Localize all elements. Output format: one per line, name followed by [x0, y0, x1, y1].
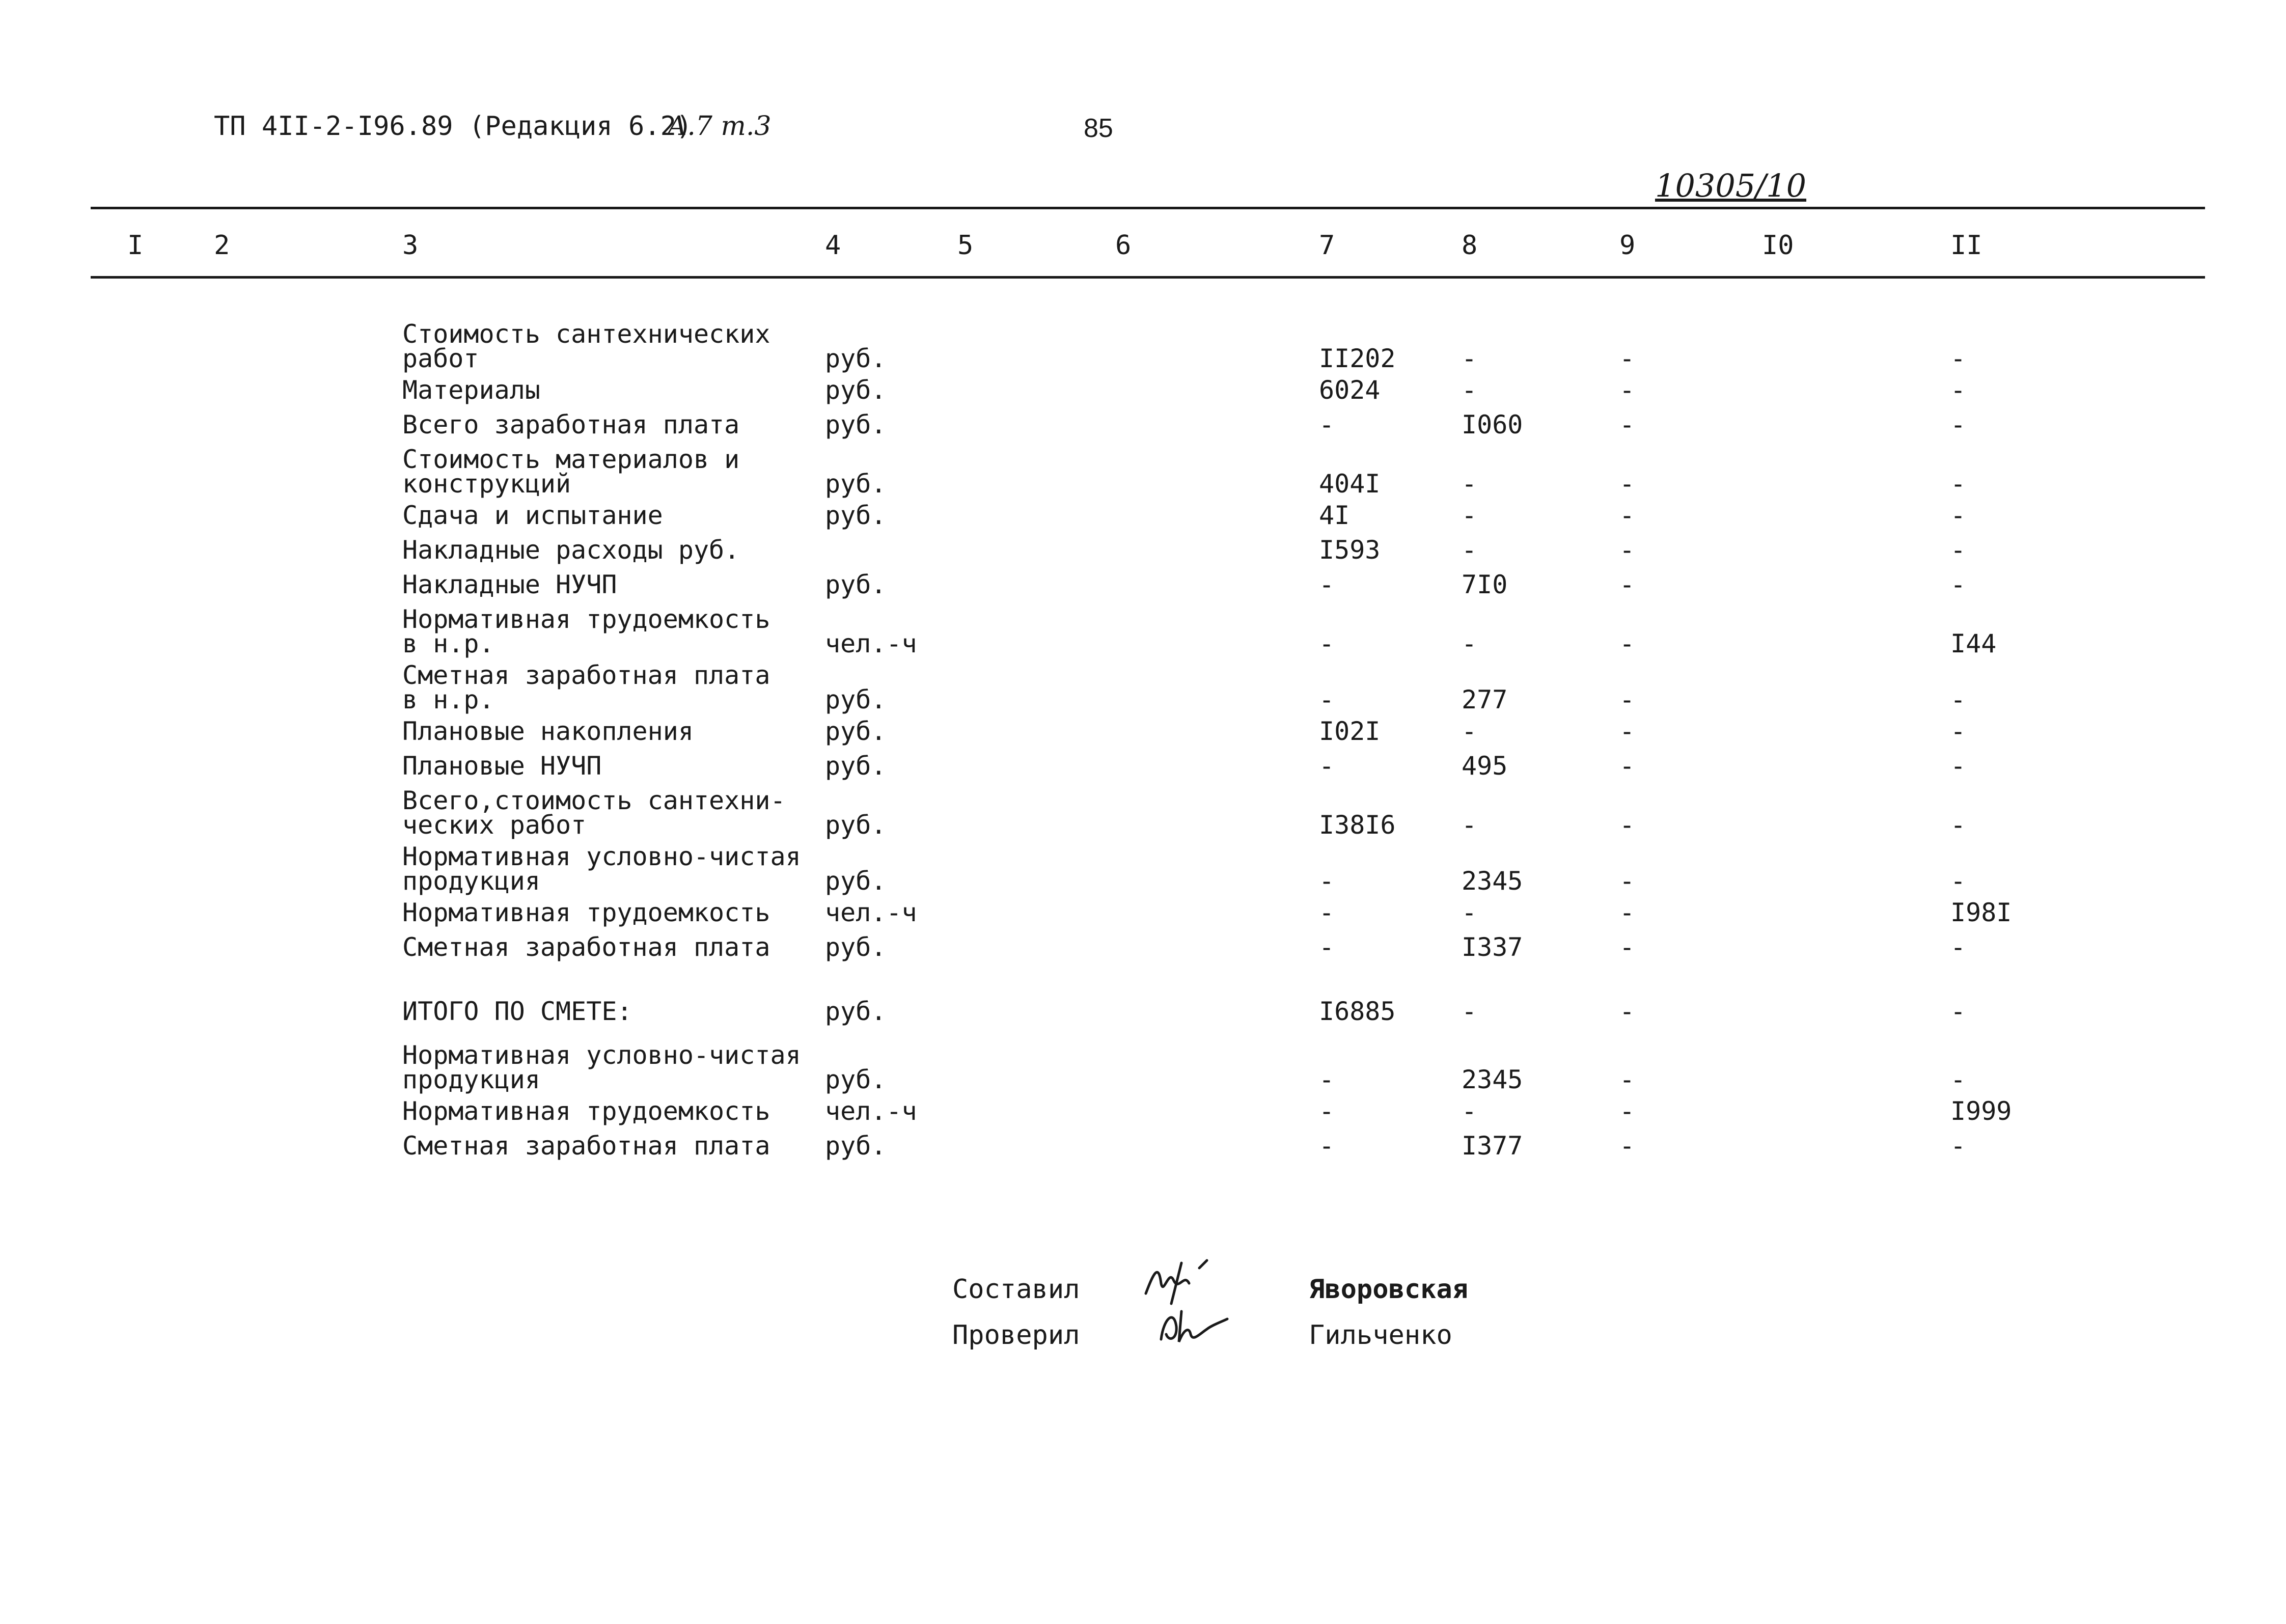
row-unit: руб. [825, 751, 887, 781]
row-col11-value: - [1950, 344, 1966, 373]
row-unit: руб. [825, 1065, 887, 1094]
row-col8-value: 7I0 [1462, 570, 1508, 599]
row-col8-value: - [1462, 501, 1477, 530]
compiled-label: Составил [952, 1274, 1080, 1305]
row-unit: руб. [825, 866, 887, 896]
row-col7-value: 6024 [1319, 375, 1381, 405]
row-description: Накладные расходы руб. [402, 535, 740, 565]
row-col8-value: I337 [1462, 932, 1523, 962]
album-reference: А.7 т.3 [667, 111, 772, 142]
row-col9-value: - [1619, 997, 1635, 1026]
row-col7-value: 4I [1319, 501, 1350, 530]
column-number-8: 8 [1462, 230, 1478, 261]
row-col9-value: - [1619, 1065, 1635, 1094]
row-col11-value: I999 [1950, 1096, 2012, 1126]
row-description: Нормативная трудоемкость [402, 1096, 770, 1126]
row-col8-value: 495 [1462, 751, 1508, 781]
table-top-rule [91, 207, 2205, 209]
row-col7-value: II202 [1319, 344, 1396, 373]
row-col8-value: - [1462, 344, 1477, 373]
page-number: 85 [1084, 114, 1113, 143]
row-col11-value: - [1950, 469, 1966, 499]
row-col9-value: - [1619, 810, 1635, 840]
row-unit: руб. [825, 410, 887, 439]
row-col7-value: - [1319, 1131, 1335, 1161]
row-col11-value: I98I [1950, 898, 2012, 927]
checked-label: Проверил [952, 1320, 1080, 1351]
row-col7-value: - [1319, 866, 1335, 896]
row-unit: руб. [825, 501, 887, 530]
row-col11-value: - [1950, 751, 1966, 781]
row-col11-value: - [1950, 410, 1966, 439]
row-description: Сметная заработная плата [402, 932, 770, 962]
row-col8-value: - [1462, 469, 1477, 499]
row-unit: руб. [825, 685, 887, 714]
row-description: Всего заработная плата [402, 410, 740, 439]
row-col7-value: I6885 [1319, 997, 1396, 1026]
row-col11-value: - [1950, 866, 1966, 896]
row-description: Нормативная трудоемкость [402, 898, 770, 927]
column-number-2: 2 [214, 230, 230, 261]
row-unit: руб. [825, 344, 887, 373]
column-number-11: II [1950, 230, 1982, 261]
row-unit: чел.-ч [825, 629, 917, 658]
row-col11-value: I44 [1950, 629, 1997, 658]
row-col7-value: - [1319, 932, 1335, 962]
row-col11-value: - [1950, 501, 1966, 530]
row-description: Сметная заработная плата в н.р. [402, 660, 770, 714]
column-number-9: 9 [1619, 230, 1636, 261]
row-col8-value: - [1462, 717, 1477, 746]
checked-name: Гильченко [1309, 1320, 1452, 1351]
row-col9-value: - [1619, 1131, 1635, 1161]
row-col8-value: - [1462, 629, 1477, 658]
row-col7-value: - [1319, 570, 1335, 599]
row-col8-value: - [1462, 898, 1477, 927]
row-description: Накладные НУЧП [402, 570, 617, 599]
column-number-6: 6 [1115, 230, 1132, 261]
row-unit: руб. [825, 469, 887, 499]
row-col8-value: 277 [1462, 685, 1508, 714]
row-col11-value: - [1950, 810, 1966, 840]
row-col9-value: - [1619, 1096, 1635, 1126]
column-number-3: 3 [402, 230, 419, 261]
row-unit: руб. [825, 717, 887, 746]
row-col8-value: 2345 [1462, 1065, 1523, 1094]
row-col9-value: - [1619, 751, 1635, 781]
row-col11-value: - [1950, 570, 1966, 599]
row-col9-value: - [1619, 375, 1635, 405]
row-col11-value: - [1950, 717, 1966, 746]
row-unit: руб. [825, 810, 887, 840]
row-description: Нормативная условно-чистая продукция [402, 842, 801, 896]
row-col11-value: - [1950, 932, 1966, 962]
row-col7-value: - [1319, 1096, 1335, 1126]
row-col9-value: - [1619, 344, 1635, 373]
row-unit: руб. [825, 375, 887, 405]
row-col8-value: I060 [1462, 410, 1523, 439]
row-unit: руб. [825, 570, 887, 599]
row-col7-value: - [1319, 685, 1335, 714]
row-col7-value: - [1319, 751, 1335, 781]
compiled-name: Яворовская [1309, 1274, 1469, 1305]
row-unit: руб. [825, 1131, 887, 1161]
column-number-7: 7 [1319, 230, 1335, 261]
row-col8-value: - [1462, 810, 1477, 840]
row-col8-value: - [1462, 997, 1477, 1026]
row-description: Материалы [402, 375, 540, 405]
row-description: Всего,стоимость сантехни- ческих работ [402, 786, 786, 840]
row-col7-value: - [1319, 629, 1335, 658]
row-col8-value: 2345 [1462, 866, 1523, 896]
row-col9-value: - [1619, 898, 1635, 927]
document-code: ТП 4II-2-I96.89 (Редакция 6.2) [214, 111, 693, 142]
row-col7-value: I38I6 [1319, 810, 1396, 840]
row-description: Стоимость материалов и конструкций [402, 445, 740, 499]
row-col9-value: - [1619, 501, 1635, 530]
row-col9-value: - [1619, 410, 1635, 439]
row-col11-value: - [1950, 685, 1966, 714]
row-description: Стоимость сантехнических работ [402, 319, 770, 373]
checked-signature-mark [1151, 1299, 1232, 1350]
row-col8-value: - [1462, 1096, 1477, 1126]
row-description: Сдача и испытание [402, 501, 663, 530]
row-col7-value: 404I [1319, 469, 1381, 499]
row-col7-value: - [1319, 1065, 1335, 1094]
row-col8-value: I377 [1462, 1131, 1523, 1161]
row-col9-value: - [1619, 570, 1635, 599]
column-number-10: I0 [1762, 230, 1794, 261]
row-description: ИТОГО ПО СМЕТЕ: [402, 997, 632, 1026]
table-header-rule [91, 276, 2205, 279]
row-col11-value: - [1950, 375, 1966, 405]
row-col9-value: - [1619, 866, 1635, 896]
row-description: Плановые НУЧП [402, 751, 602, 781]
row-col11-value: - [1950, 997, 1966, 1026]
row-description: Плановые накопления [402, 717, 694, 746]
row-description: Нормативная трудоемкость в н.р. [402, 604, 770, 658]
checked-signature [1151, 1299, 1232, 1358]
row-unit: руб. [825, 997, 887, 1026]
row-col9-value: - [1619, 932, 1635, 962]
column-number-5: 5 [957, 230, 974, 261]
row-col7-value: I593 [1319, 535, 1381, 565]
row-col8-value: - [1462, 375, 1477, 405]
column-number-4: 4 [825, 230, 841, 261]
handwritten-number: 10305/10 [1655, 167, 1807, 204]
row-unit: чел.-ч [825, 898, 917, 927]
row-col11-value: - [1950, 1131, 1966, 1161]
row-col9-value: - [1619, 629, 1635, 658]
row-col11-value: - [1950, 1065, 1966, 1094]
row-col8-value: - [1462, 535, 1477, 565]
row-col9-value: - [1619, 469, 1635, 499]
row-unit: руб. [825, 932, 887, 962]
row-unit: чел.-ч [825, 1096, 917, 1126]
row-description: Нормативная условно-чистая продукция [402, 1040, 801, 1094]
row-col9-value: - [1619, 717, 1635, 746]
column-number-1: I [127, 230, 144, 261]
row-col9-value: - [1619, 535, 1635, 565]
row-col7-value: - [1319, 410, 1335, 439]
row-description: Сметная заработная плата [402, 1131, 770, 1161]
row-col11-value: - [1950, 535, 1966, 565]
row-col9-value: - [1619, 685, 1635, 714]
row-col7-value: - [1319, 898, 1335, 927]
row-col7-value: I02I [1319, 717, 1381, 746]
